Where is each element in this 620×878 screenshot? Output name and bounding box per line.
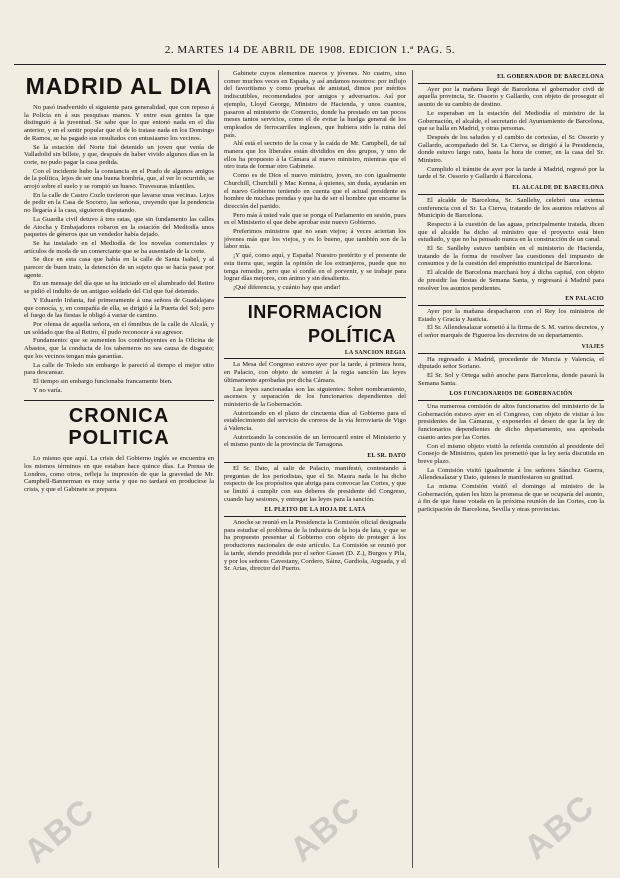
section-rule	[224, 297, 406, 298]
article-paragraph: Cumplido el trámite de ayer por la tarde á Madrid, regresó por la tarde el Sr. Ossorio y Gallardo á Barcelona.	[418, 165, 604, 181]
article-paragraph: El Sr. Sanllehy estuvo también en el ministerio de Hacienda, tratando de la forma de resolver las cuestiones del impuesto de consumos y de la cuestión del empréstito municipal de Barcelona.	[418, 245, 604, 268]
article-paragraph: Respecto á la cuestión de las aguas, principalmente tratada, dicen que el alcalde ha dicho al ministro que el proyecto está bien estudiado, y que no ha pensado nunca en la construcción de un canal.	[418, 220, 604, 244]
article-paragraph: En un mensaje del día que se ha iniciado en el alumbrado del Retiro se pidió el indulto de un antiguo soldado del Cid que fué detenido.	[24, 280, 214, 296]
article-paragraph: El Sr. Dato, al salir de Palacio, manifestó, contestando á preguntas de los periodistas, que el Sr. Maura nada le ha dicho respecto de los propósitos que abriga para convocar las Cortes, y que se limitó á cumplir con sus deberes de presidente del Congreso, cuando hay sesiones, y entregar las leyes para la sanción.	[224, 464, 406, 503]
article-paragraph: Pero más á usted vale que se ponga el Parlamento en sesión, pues es el Ministerio el que debe aprobar este nuevo Gobierno.	[224, 211, 406, 227]
subhead-sr-dato: EL SR. DATO	[224, 453, 406, 463]
article-paragraph: No pasó inadvertido el siguiente para generalidad, que con reposo á la Policía en á sus pesquisas manos. Y entre esas gentes la que distinguió á la juventud. Se sabe que lo que entonó nada en el dia anterior, y en el sentir popular que el de lo tratase nada en los Domingo de Ramos, se ha pagado sus resultados con entusiasmo los vecinos.	[24, 104, 214, 142]
subhead-alcalde-barcelona: EL ALCALDE DE BARCELONA	[418, 185, 604, 195]
article-paragraph: El Sr. Sol y Ortega salió anoche para Barcelona, donde pasará la Semana Santa.	[418, 371, 604, 387]
article-paragraph: El tiempo sin embargo funcionaba francamente bien.	[33, 377, 173, 385]
article-paragraph: Y no varía.	[33, 386, 63, 394]
article-paragraph: Con el incidente hubo la constancia en el Prado de algunos amigos de la política, lejos de ser una buena hombría, que, al ver lo ocurrido, se arrojó sobre el suelo y se rompió un hueso. Travesuras infantiles.	[24, 167, 214, 191]
subhead-funcionarios-gobernacion: LOS FUNCIONARIOS DE GOBERNACIÓN	[418, 391, 604, 401]
article-paragraph: Por ofensa de aquella señora, en el ómnibus de la calle de Alcalá, y un soldado que iba al Retiro, él pudo reconocer á su agresor.	[24, 320, 214, 336]
article-paragraph: Se la estación del Norte fué detenido un joven que venía de Valladolid sin billete, y que, después de haber vivido algunos días en la corte, no pudo pagar la casa pedida.	[24, 143, 214, 166]
politica-title: POLÍTICA	[308, 325, 396, 346]
subhead-viajes: VIAJES	[418, 344, 604, 354]
subhead-sancion-regia: LA SANCION REGIA	[224, 350, 406, 360]
article-paragraph: ¡Qué diferencia, y cuánto hay que andar!	[233, 283, 341, 291]
article-paragraph: Ahí está el secreto de la cosa y la caída de Mr. Campbell, de tal manera que los liberales están divididos en dos grupos, y uno de ellos ha propuesto á la Cámara al nuevo ministro, mientras que el otro trata de formar otro Gabinete.	[224, 140, 406, 171]
header-title: 2. MARTES 14 DE ABRIL DE 1908. EDICION 1.ª PAG. 5.	[164, 44, 456, 56]
page-header	[0, 44, 620, 62]
subhead-hoja-de-lata: EL PLEITO DE LA HOJA DE LATA	[224, 507, 406, 517]
article-paragraph: Autorizando la concesión de un ferrocarril entre el Ministerio y el mismo punto de la provincia de Tarragona.	[224, 433, 406, 449]
article-paragraph: Se ha instalado en el Mediodía de los novelas comerciales y artículos de moda de un comerciante que se ha ausentado de la corte.	[24, 239, 214, 255]
article-paragraph: En la calle de Castro Cozlo tuvieron que lavarse unas vecinas. Lejos de pedir en la Casa de Socorro, las señoras, creyendo que la pendencia no llegaría á la casa, siguieron disputando.	[24, 191, 214, 215]
column-3	[418, 70, 604, 870]
article-paragraph: Con el mismo objeto visitó la referida comisión al presidente del Consejo de Ministros, quien les prometió que la ley sería discutida en breve plazo.	[418, 442, 604, 465]
column-divider-1	[218, 70, 219, 868]
cronica-politica-title: CRONICA POLITICA	[68, 405, 170, 450]
subhead-gobernador-barcelona: EL GOBERNADOR DE BARCELONA	[418, 74, 604, 84]
article-paragraph: Ha regresado á Madrid, procedente de Murcia y Valencia, el diputado señor Soriano.	[418, 355, 604, 371]
article-paragraph: Y Eduardo Infanta, fué primeramente á una señora de Guadalajara que conocía, y, en compañía de ella, se dirigió á la Puerta del Sol; pero el fuego de las fiestas le obligó á variar de camino.	[24, 296, 214, 320]
column-1	[24, 70, 214, 870]
article-paragraph: Una numerosa comisión de altos funcionarios del ministerio de la Gobernación estuvo ayer en el Congreso, con objeto de visitar á los presidentes de las Cámaras, y exponerles el deseo de que la ley de funcionarios dependientes de dicho departamento, sea aprobada cuanto antes por las Cortes.	[418, 403, 604, 441]
article-paragraph: La misma Comisión visitó el domingo al ministro de la Gobernación, quien les hizo la promesa de que se ocuparía del asunto, á fin de que fuese votada en la próxima reunión de las Cortes, con la participación de Barcelona, Sevilla y otras provincias.	[418, 483, 604, 514]
abc-watermark: ABC	[16, 790, 103, 872]
article-paragraph: La Comisión visitó igualmente á los señores Sánchez Guerra, Allendesalazar y Dato, quienes le manifestaron su gratitud.	[418, 466, 604, 482]
article-paragraph: Las leyes sancionadas son las siguientes: Sobre nombramiento, ascensos y separación de los funcionarios dependientes del ministerio de la Gobernación.	[224, 385, 406, 408]
article-paragraph: El alcalde de Barcelona, Sr. Sanllehy, celebró una extensa conferencia con el Sr. La Cierva, tratando de los asuntos relativos al Municipio de Barcelona.	[418, 196, 604, 220]
article-paragraph: La calle de Toledo sin embargo le pareció al tiempo el mejor sitio para descansar.	[24, 361, 214, 377]
article-paragraph: La Mesa del Congreso estuvo ayer por la tarde, á primera hora, en Palacio, con objeto de someter á la regia sanción las leyes últimamente aprobadas por dicha Cámara.	[224, 361, 406, 384]
article-paragraph: La Guardia civil detuvo á tres ratas, que sin fundamento las calles de Atocha y Embajadores robaron en la estación del Mediodía unos paquetes de géneros que un vendedor había dejado.	[24, 215, 214, 239]
article-paragraph: ¡Y qué, como aquí, y España! Nuestro pretérito y el presente de esta tierra que, según la opinión de los extranjeros, puede que no tenga remedio, pero que sí confíe en el porvenir, y se trabaje para lograr días mejores, con ánimo y sin desaliento.	[224, 252, 406, 283]
article-paragraph: Le esperaban en la estación del Mediodía el ministro de la Gobernación, el alcalde, el secretario del Ayuntamiento de Barcelona, que se halla en Madrid, y otras personas.	[418, 109, 604, 133]
article-paragraph: Después de los saludos y el cambio de cortesías, el Sr. Ossorio y Gallardo, acompañado del Sr. La Cierva, se dirigió á la Presidencia, donde estuvo largo rato, hasta la hora de comer, en la casa del Sr. Ministro.	[418, 133, 604, 165]
article-paragraph: Anoche se reunió en la Presidencia la Comisión oficial designada para estudiar el problema de la industria de la hoja de lata, y que se ha propuesto presentar al Gobierno con objeto de proteger á los productores nacionales de este artículo. La Comisión se reunió por la tarde, siendo presidida por el señor Gasset (D. Z.), Burgos y Pila, y por los señores Cavestany, Cordero, Sáinz, Gardiola, Arguada, y el Sr. Arias, director del Puerto.	[224, 519, 406, 573]
article-paragraph: Autorizando en el plazo de cincuenta días al Gobierno para el establecimiento del servicio de correos de la vía ferroviaria de Vigo á Valencia.	[224, 409, 406, 433]
article-paragraph: El alcalde de Barcelona marchará hoy á dicha capital, con objeto de presidir las fiestas de Semana Santa, y regresará á Madrid para resolver los asuntos pendientes.	[418, 269, 604, 292]
article-paragraph: Preferimos ministros que no sean viejos; á veces aciertan los jóvenes más que los viejos, y es lo bueno, que también son de la labor mía.	[224, 228, 406, 251]
informacion-title: INFORMACION	[247, 301, 383, 322]
article-paragraph: Lo mismo que aquí. La crisis del Gobierno inglés se encuentra en los mismos términos en que estaban hace quince días. La Prensa de Londres, como otros, refleja la impresión de que la gravedad de Mr. Campbell-Bannerman es muy seria y que no tardará en producirse la crisis, y que el Gabinete se prepara.	[24, 455, 214, 494]
section-rule	[24, 400, 214, 401]
article-paragraph: Fundamento: que se aumenten los contribuyentes en la Oficina de Abastos, que la conducta de los taberneros no sea causa de disgusto; que los vecinos tengan más garantías.	[24, 337, 214, 360]
abc-watermark: ABC	[282, 788, 369, 870]
article-paragraph: Ayer por la mañana despacharon con el Rey los ministros de Estado y Gracia y Justicia.	[418, 307, 604, 323]
article-paragraph: Ayer por la mañana llegó de Barcelona el gobernador civil de aquella provincia, Sr. Ossorio y Gallardo, con objeto de proseguir el asunto de su cambio de destino.	[418, 85, 604, 109]
abc-watermark: ABC	[516, 786, 603, 868]
article-paragraph: Como es de Dios el nuevo ministro, joven, no con igualmente Churchill, Churchill y Mac Kenna, á quienes, sin duda, ayudarán en el nuevo Gobierno teniendo en cuenta que el actual presidente es hombre de muchas prendas y que ha de ser el hombre que encarne la dirección del partido.	[224, 172, 406, 210]
madrid-al-dia-title: MADRID AL DIA	[25, 73, 213, 99]
column-divider-2	[412, 70, 413, 868]
article-paragraph: Se dice en esta casa que había en la calle de Santa Isabel, y al parecer de buen trato, la detención de un sujeto que se hacía pasar por agente.	[24, 256, 214, 279]
subhead-en-palacio: EN PALACIO	[418, 296, 604, 306]
article-paragraph: El Sr. Allendesalazar sometió á la firma de S. M. varios decretos, y el señor marqués de Figueroa los decretos de su departamento.	[418, 324, 604, 340]
article-paragraph: Gabinete cuyos elementos nuevos y jóvenes. No cuatro, sino comer muchos veces en España, y así andamos nosotros: por influjo del favoritismo y como pruebas de amistad, dimos por méritos indiscutibles, recomendados por amigos y adversarios. Así por ejemplo, Lloyd George, Ministro de Hacienda, y unos cuantos, pasaron al ministerio de Comercio, donde ha prestado en tan pocos meses tantos servicios, como el de evitar la huelga general de los empleados de ferrocarriles ingleses, que hubiera sido la ruina del país.	[224, 70, 406, 139]
header-rule	[14, 64, 606, 65]
column-2	[224, 70, 406, 870]
